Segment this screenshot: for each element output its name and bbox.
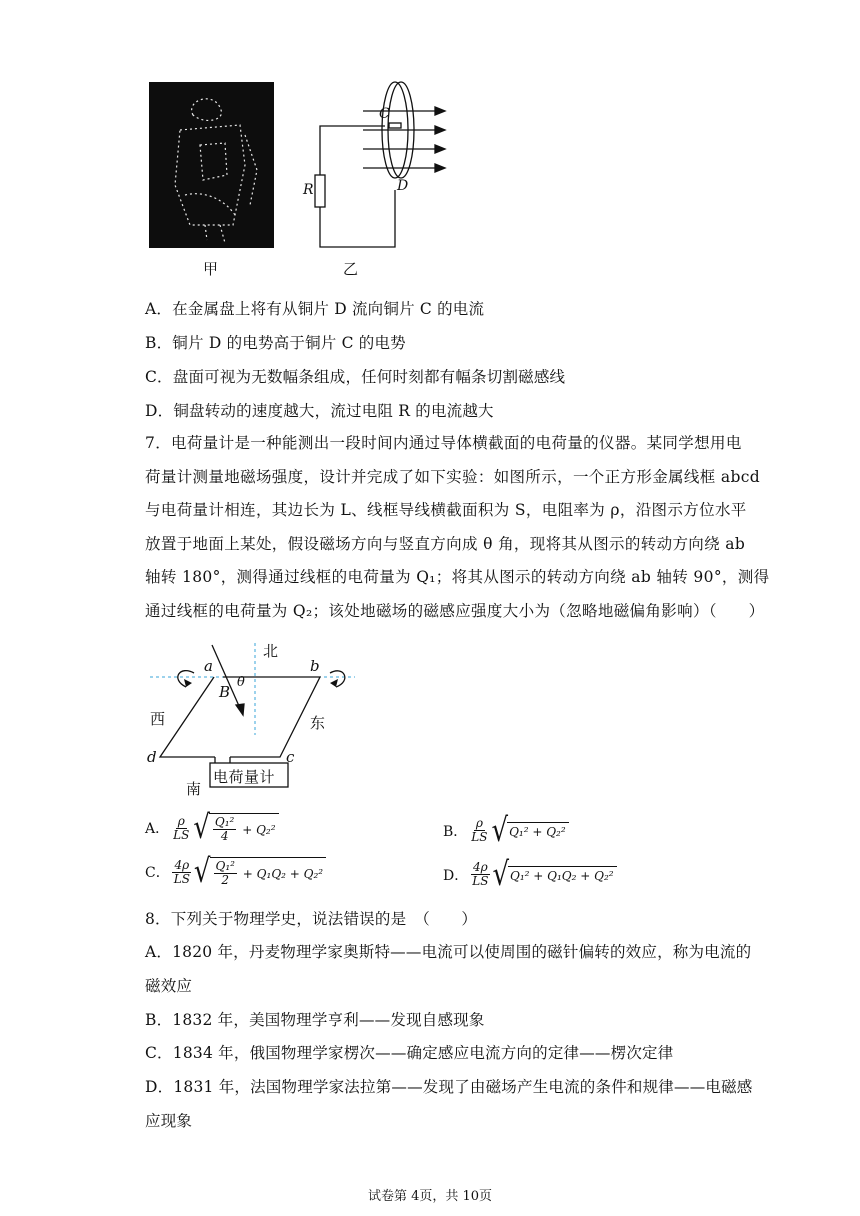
label-a: a: [204, 657, 213, 675]
option-a-sqrt: √ $\frac{\text{Q₁²}}{4}$ + Q₂²: [193, 813, 278, 843]
q7-line-4: 放置于地面上某处，假设磁场方向与竖直方向成 θ 角，现将其从图示的转动方向绕 ab: [145, 534, 746, 553]
charge-meter: 电荷量计: [213, 768, 276, 786]
label-north: 北: [263, 642, 279, 660]
label-c: C: [379, 106, 390, 122]
q8-option-d-line1: D．1831 年，法国物理学家法拉第——发现了由磁场产生电流的条件和规律——电磁感: [145, 1078, 753, 1096]
q6-option-c: C．盘面可视为无数幅条组成，任何时刻都有幅条切割磁感线: [145, 368, 566, 386]
option-d-label: D．: [443, 867, 469, 884]
option-c-sqrt: √ $\frac{\text{Q₁²}}{2}$ + Q₁Q₂ + Q₂²: [194, 857, 326, 887]
label-east: 东: [310, 714, 326, 732]
q7-line-2: 荷量计测量地磁场强度，设计并完成了如下实验：如图所示，一个正方形金属线框 abcd: [145, 467, 761, 486]
q7-option-d: [443, 855, 617, 894]
label-d: D: [397, 178, 409, 194]
page-footer: 试卷第 4页，共 10页: [367, 1189, 493, 1204]
label-c: c: [286, 748, 295, 766]
option-c-label: C．: [145, 865, 170, 881]
figure-disc-generator: [145, 75, 475, 280]
label-b: b: [310, 657, 320, 675]
q7-option-c: [145, 853, 326, 891]
q7-line-5: 轴转 180°，测得通过线框的电荷量为 Q₁；将其从图示的转动方向绕 ab 轴转 90°，测得: [145, 568, 770, 586]
q8-option-c: C．1834 年，俄国物理学家楞次——确定感应电流方向的定律——楞次定律: [145, 1044, 674, 1062]
q8-option-a-line2: 磁效应: [145, 977, 193, 995]
figure-coil: [140, 635, 370, 803]
disc-generator-diagram: [145, 75, 475, 280]
q7-line-3: 与电荷量计相连，其边长为 L、线框导线横截面积为 S，电阻率为 ρ，沿图示方位水平: [145, 501, 747, 519]
option-a-label: A．: [145, 821, 170, 837]
label-b-field: B: [219, 683, 231, 701]
q6-option-a: A．在金属盘上将有从铜片 D 流向铜片 C 的电流: [145, 300, 485, 318]
q7-stem: [145, 427, 770, 628]
q8-option-d-line2: 应现象: [145, 1112, 193, 1130]
q7-option-a: [145, 809, 279, 847]
option-b-label: B．: [443, 823, 468, 840]
label-yi: 乙: [343, 260, 359, 278]
q6-option-d: D．铜盘转动的速度越大，流过电阻 R 的电流越大: [145, 402, 494, 420]
label-theta: θ: [237, 675, 245, 690]
q7-line-6: 通过线框的电荷量为 Q₂；该处地磁场的磁感应强度大小为（忽略地磁偏角影响）（ ）: [145, 601, 765, 620]
label-south: 南: [186, 780, 202, 798]
label-d: d: [147, 748, 157, 766]
q8-option-a-line1: A．1820 年，丹麦物理学家奥斯特——电流可以使周围的磁针偏转的效应，称为电流的: [145, 943, 752, 961]
option-b-coef: $\frac{\rho}{LS}$: [471, 816, 488, 844]
option-c-coef: $\frac{4\rho}{LS}$: [173, 857, 190, 886]
q6-option-b: B．铜片 D 的电势高于铜片 C 的电势: [145, 334, 406, 352]
label-jia: 甲: [203, 260, 219, 278]
label-r: R: [303, 182, 314, 198]
option-d-sqrt: √ Q₁² + Q₁Q₂ + Q₂²: [492, 862, 616, 888]
label-west: 西: [150, 710, 166, 728]
q7-option-b: [443, 811, 569, 850]
photo-jia: [149, 82, 274, 248]
q7-line-1: 7．电荷量计是一种能测出一段时间内通过导体横截面的电荷量的仪器。某同学想用电: [145, 434, 742, 452]
q8-stem: 8．下列关于物理学史，说法错误的是 （ ）: [145, 910, 478, 928]
option-d-coef: $\frac{4\rho}{LS}$: [472, 860, 489, 888]
option-a-coef: $\frac{\rho}{LS}$: [173, 813, 190, 842]
option-b-sqrt: √ Q₁² + Q₂²: [492, 818, 569, 844]
q8-option-b: B．1832 年，美国物理学亨利——发现自感现象: [145, 1011, 485, 1029]
